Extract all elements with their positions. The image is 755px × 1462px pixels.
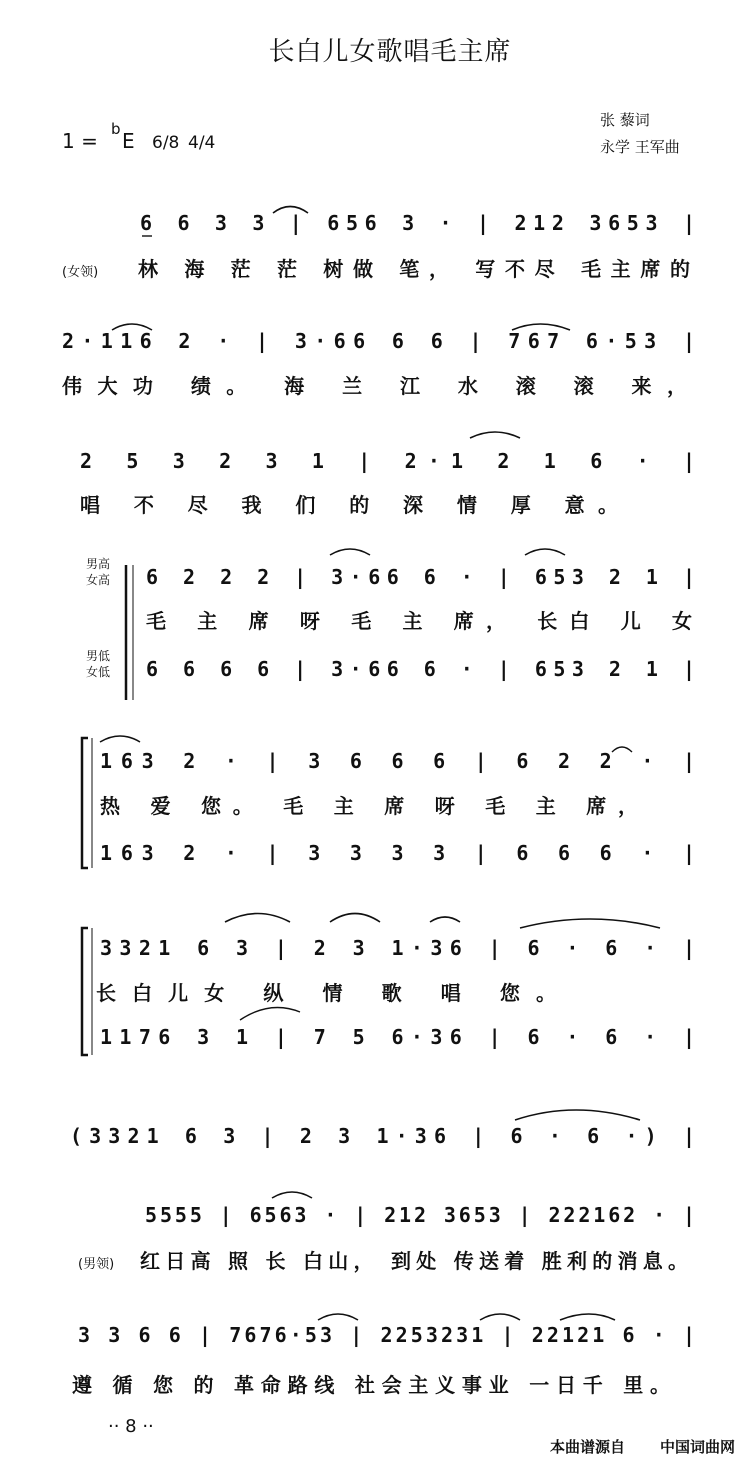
source-label: 本曲谱源自 — [550, 1438, 626, 1456]
notation-interlude: (3321 6 3 | 2 3 1·36 | 6 · 6 ·) | — [70, 1124, 695, 1148]
voice-label-female-high: 女高 — [86, 573, 111, 587]
key-meter-1: 6/8 — [152, 133, 180, 153]
notation-line-3: 2 5 3 2 3 1 | 2·1 2 1 6 · | — [80, 449, 695, 473]
role-male-lead: (男领) — [78, 1257, 115, 1272]
score-system-3 — [82, 914, 695, 1056]
notation-lower-voice-1: 6 6 6 6 | 3·66 6 · | 653 2 1 | — [146, 657, 695, 681]
lyric-line-2: 伟大功 绩。 海 兰 江 水 滚 滚 来， — [62, 374, 687, 398]
lyric-line-6: 长白儿女 纵 情 歌 唱 您。 — [96, 981, 557, 1005]
page-number: ·· 8 ·· — [108, 1416, 154, 1437]
role-female-lead: (女领) — [62, 265, 99, 280]
notation-final: 3 3 6 6 | 7676·53 | 2253231 | 22121 6 · | — [78, 1323, 695, 1347]
notation-lower-voice-3: 1176 3 1 | 7 5 6·36 | 6 · 6 · | — [100, 1025, 696, 1049]
voice-label-male-low: 男低 — [86, 649, 111, 663]
notation-upper-voice-3: 3321 6 3 | 2 3 1·36 | 6 · 6 · | — [100, 936, 696, 960]
lyricist-credit: 张 藜词 — [600, 111, 650, 129]
lyric-line-7: 红日高 照 长 白山， 到处 传送着 胜利的消息。 — [140, 1249, 688, 1273]
score-system-2 — [82, 736, 695, 868]
score-line-final — [72, 1314, 695, 1397]
key-tonic: E — [122, 129, 135, 153]
notation-upper-voice-1: 6 2 2 2 | 3·66 6 · | 653 2 1 | — [146, 565, 695, 589]
composer-credit: 永学 王军曲 — [600, 138, 680, 156]
lyric-line-5: 热 爱 您。 毛 主 席 呀 毛 主 席， — [100, 794, 639, 818]
notation-lower-voice-2: 163 2 · | 3 3 3 3 | 6 6 6 · | — [100, 841, 695, 865]
notation-upper-voice-2: 163 2 · | 3 6 6 6 | 6 2 2 · | — [100, 749, 695, 773]
key-prefix: 1 = — [62, 129, 98, 153]
lyric-line-3: 唱 不 尽 我 们 的 深 情 厚 意。 — [80, 493, 618, 517]
voice-label-male-high: 男高 — [86, 557, 111, 571]
notation-male-lead: 5555 | 6563 · | 212 3653 | 222162 · | — [145, 1203, 696, 1227]
score-line-3 — [80, 432, 695, 517]
song-title: 长白儿女歌唱毛主席 — [268, 37, 512, 67]
key-flat: b — [111, 120, 121, 138]
score-line-interlude — [70, 1110, 695, 1148]
score-system-1 — [86, 549, 695, 700]
score-line-male-lead — [78, 1192, 695, 1273]
score-line-2 — [62, 324, 695, 398]
notation-line-1: 6 6 3 3 | 656 3 · | 212 3653 | — [140, 211, 695, 235]
lyric-line-4: 毛 主 席 呀 毛 主 席， 长白 儿 女 — [146, 609, 692, 633]
key-meter-2: 4/4 — [188, 133, 216, 153]
lyric-line-8: 遵 循 您 的 革命路线 社会主义事业 一日千 里。 — [72, 1373, 671, 1397]
source-site: 中国词曲网 — [660, 1438, 736, 1456]
notation-line-2: 2·116 2 · | 3·66 6 6 | 767 6·53 | — [62, 329, 695, 353]
lyric-line-1: 林 海 茫 茫 树做 笔， 写不尽 毛主席的 — [138, 257, 690, 281]
key-signature — [62, 120, 215, 153]
score-line-1 — [62, 207, 695, 282]
voice-label-female-low: 女低 — [86, 665, 111, 679]
